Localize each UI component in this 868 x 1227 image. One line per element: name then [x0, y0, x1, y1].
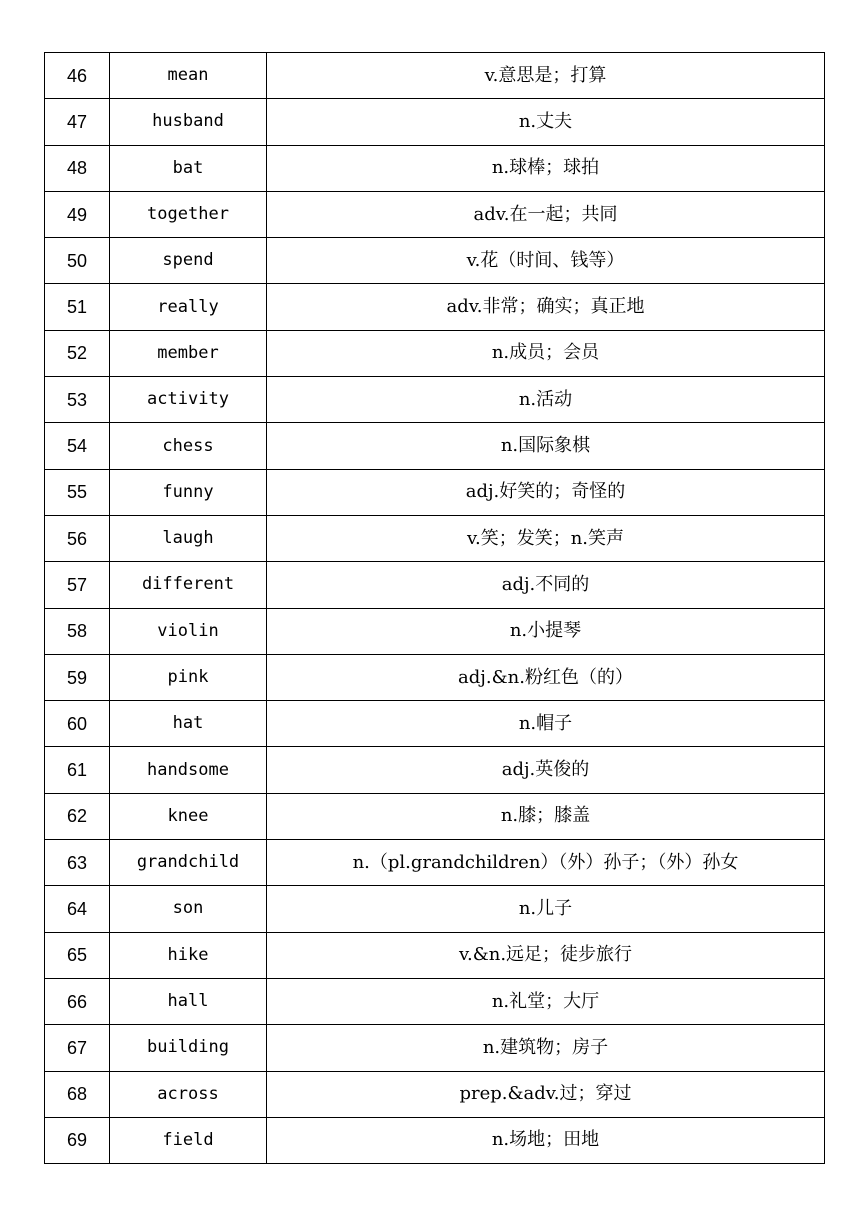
english-word: really [110, 284, 267, 330]
table-row [45, 562, 825, 608]
chinese-meaning: v.&n.远足；徒步旅行 [267, 932, 825, 978]
chinese-meaning: n.膝；膝盖 [267, 793, 825, 839]
row-number: 46 [45, 53, 110, 99]
chinese-meaning: v.花（时间、钱等） [267, 238, 825, 284]
row-number: 57 [45, 562, 110, 608]
table-row [45, 1071, 825, 1117]
table-row [45, 330, 825, 376]
chinese-meaning: v.意思是；打算 [267, 53, 825, 99]
row-number: 66 [45, 978, 110, 1024]
table-row [45, 1025, 825, 1071]
chinese-meaning: n.活动 [267, 377, 825, 423]
english-word: knee [110, 793, 267, 839]
chinese-meaning: n.儿子 [267, 886, 825, 932]
table-row [45, 469, 825, 515]
row-number: 48 [45, 145, 110, 191]
row-number: 63 [45, 840, 110, 886]
row-number: 47 [45, 99, 110, 145]
english-word: hall [110, 978, 267, 1024]
english-word: funny [110, 469, 267, 515]
english-word: husband [110, 99, 267, 145]
chinese-meaning: n.小提琴 [267, 608, 825, 654]
row-number: 58 [45, 608, 110, 654]
table-row [45, 886, 825, 932]
table-row [45, 654, 825, 700]
table-row [45, 145, 825, 191]
english-word: son [110, 886, 267, 932]
table-row [45, 377, 825, 423]
english-word: hike [110, 932, 267, 978]
row-number: 50 [45, 238, 110, 284]
chinese-meaning: n.成员；会员 [267, 330, 825, 376]
row-number: 54 [45, 423, 110, 469]
english-word: across [110, 1071, 267, 1117]
english-word: bat [110, 145, 267, 191]
table-row [45, 515, 825, 561]
row-number: 49 [45, 191, 110, 237]
chinese-meaning: n.丈夫 [267, 99, 825, 145]
table-row [45, 608, 825, 654]
chinese-meaning: n.球棒；球拍 [267, 145, 825, 191]
chinese-meaning: adj.好笑的；奇怪的 [267, 469, 825, 515]
row-number: 59 [45, 654, 110, 700]
chinese-meaning: adv.在一起；共同 [267, 191, 825, 237]
row-number: 51 [45, 284, 110, 330]
table-row [45, 238, 825, 284]
english-word: building [110, 1025, 267, 1071]
english-word: mean [110, 53, 267, 99]
row-number: 64 [45, 886, 110, 932]
row-number: 53 [45, 377, 110, 423]
vocabulary-table-body [45, 53, 825, 1164]
chinese-meaning: n.礼堂；大厅 [267, 978, 825, 1024]
english-word: activity [110, 377, 267, 423]
english-word: grandchild [110, 840, 267, 886]
table-row [45, 99, 825, 145]
table-row [45, 191, 825, 237]
chinese-meaning: adj.英俊的 [267, 747, 825, 793]
english-word: spend [110, 238, 267, 284]
english-word: laugh [110, 515, 267, 561]
chinese-meaning: n.国际象棋 [267, 423, 825, 469]
chinese-meaning: adj.&n.粉红色（的） [267, 654, 825, 700]
chinese-meaning: prep.&adv.过；穿过 [267, 1071, 825, 1117]
chinese-meaning: n.场地；田地 [267, 1117, 825, 1163]
english-word: violin [110, 608, 267, 654]
english-word: pink [110, 654, 267, 700]
table-row [45, 701, 825, 747]
chinese-meaning: adj.不同的 [267, 562, 825, 608]
chinese-meaning: n.建筑物；房子 [267, 1025, 825, 1071]
english-word: member [110, 330, 267, 376]
table-row [45, 53, 825, 99]
chinese-meaning: n.帽子 [267, 701, 825, 747]
english-word: chess [110, 423, 267, 469]
row-number: 56 [45, 515, 110, 561]
table-row [45, 793, 825, 839]
table-row [45, 284, 825, 330]
row-number: 67 [45, 1025, 110, 1071]
row-number: 52 [45, 330, 110, 376]
row-number: 61 [45, 747, 110, 793]
english-word: handsome [110, 747, 267, 793]
row-number: 62 [45, 793, 110, 839]
table-row [45, 978, 825, 1024]
row-number: 68 [45, 1071, 110, 1117]
row-number: 60 [45, 701, 110, 747]
chinese-meaning: v.笑；发笑；n.笑声 [267, 515, 825, 561]
table-row [45, 932, 825, 978]
english-word: different [110, 562, 267, 608]
table-row [45, 423, 825, 469]
english-word: together [110, 191, 267, 237]
table-row [45, 747, 825, 793]
row-number: 69 [45, 1117, 110, 1163]
table-row [45, 1117, 825, 1163]
chinese-meaning: n.（pl.grandchildren）（外）孙子；（外）孙女 [267, 840, 825, 886]
english-word: field [110, 1117, 267, 1163]
row-number: 65 [45, 932, 110, 978]
row-number: 55 [45, 469, 110, 515]
chinese-meaning: adv.非常；确实；真正地 [267, 284, 825, 330]
english-word: hat [110, 701, 267, 747]
vocabulary-table [44, 52, 825, 1164]
table-row [45, 840, 825, 886]
